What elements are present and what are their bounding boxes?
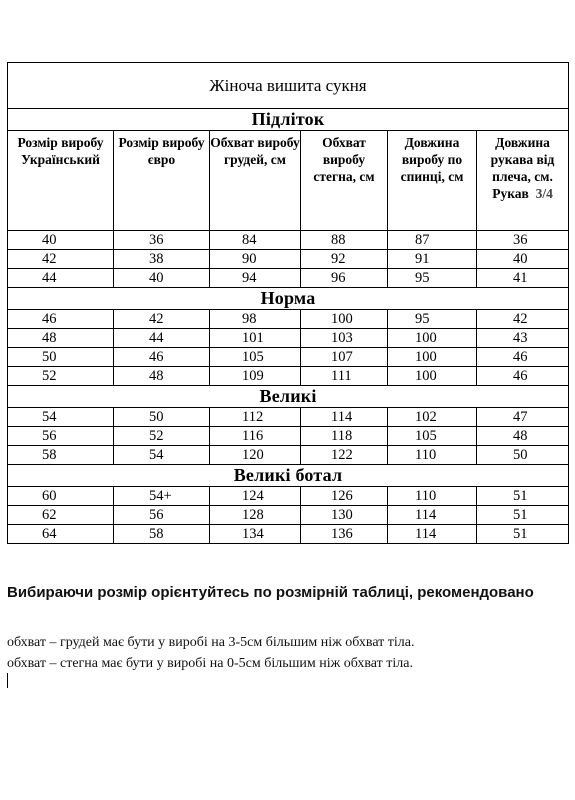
cell-hip: 96 bbox=[301, 269, 388, 288]
cell-eu-size: 48 bbox=[114, 367, 210, 386]
cell-hip: 88 bbox=[301, 231, 388, 250]
column-header-back-length bbox=[388, 131, 477, 231]
cell-ua-size: 54 bbox=[8, 408, 114, 427]
cell-ua-size: 64 bbox=[8, 525, 114, 544]
size-table-body bbox=[8, 63, 569, 544]
cell-chest: 116 bbox=[210, 427, 301, 446]
column-header-label: Обхват виробу стегна, см bbox=[313, 135, 375, 184]
cell-eu-size: 58 bbox=[114, 525, 210, 544]
cell-sleeve-length: 46 bbox=[477, 348, 569, 367]
cell-back-length: 91 bbox=[388, 250, 477, 269]
cell-eu-size: 46 bbox=[114, 348, 210, 367]
cell-ua-size: 48 bbox=[8, 329, 114, 348]
cell-sleeve-length: 46 bbox=[477, 367, 569, 386]
cell-eu-size: 40 bbox=[114, 269, 210, 288]
cell-hip: 126 bbox=[301, 487, 388, 506]
cell-back-length: 114 bbox=[388, 525, 477, 544]
cell-hip: 92 bbox=[301, 250, 388, 269]
column-header-eu-size bbox=[114, 131, 210, 231]
cell-ua-size: 42 bbox=[8, 250, 114, 269]
cell-sleeve-length: 51 bbox=[477, 525, 569, 544]
cell-chest: 90 bbox=[210, 250, 301, 269]
cell-back-length: 100 bbox=[388, 367, 477, 386]
table-row bbox=[8, 525, 569, 544]
cell-ua-size: 40 bbox=[8, 231, 114, 250]
column-header-row bbox=[8, 131, 569, 231]
column-header-hip bbox=[301, 131, 388, 231]
cell-ua-size: 44 bbox=[8, 269, 114, 288]
cell-sleeve-length: 51 bbox=[477, 487, 569, 506]
column-header-label: Обхват виробу грудей, см bbox=[210, 135, 300, 167]
cell-eu-size: 44 bbox=[114, 329, 210, 348]
table-row bbox=[8, 487, 569, 506]
cell-ua-size: 46 bbox=[8, 310, 114, 329]
size-table bbox=[7, 62, 569, 544]
cell-chest: 120 bbox=[210, 446, 301, 465]
cell-back-length: 110 bbox=[388, 487, 477, 506]
cell-back-length: 100 bbox=[388, 329, 477, 348]
cell-ua-size: 52 bbox=[8, 367, 114, 386]
table-row bbox=[8, 310, 569, 329]
section-title: Великі ботал bbox=[8, 465, 569, 487]
section-title: Підліток bbox=[8, 109, 569, 131]
cell-ua-size: 60 bbox=[8, 487, 114, 506]
cell-ua-size: 62 bbox=[8, 506, 114, 525]
column-header-label: Довжина виробу по спинці, см bbox=[400, 135, 464, 184]
cell-chest: 101 bbox=[210, 329, 301, 348]
section-row bbox=[8, 109, 569, 131]
table-row bbox=[8, 427, 569, 446]
table-row bbox=[8, 231, 569, 250]
table-title-row bbox=[8, 63, 569, 109]
cell-eu-size: 52 bbox=[114, 427, 210, 446]
cell-eu-size: 54+ bbox=[114, 487, 210, 506]
cell-back-length: 102 bbox=[388, 408, 477, 427]
column-header-label: Довжина рукава від плеча, см. Рукав bbox=[490, 135, 555, 201]
cell-eu-size: 38 bbox=[114, 250, 210, 269]
table-row bbox=[8, 250, 569, 269]
cell-ua-size: 58 bbox=[8, 446, 114, 465]
cell-hip: 136 bbox=[301, 525, 388, 544]
column-header-ua-size bbox=[8, 131, 114, 231]
section-title: Великі bbox=[8, 386, 569, 408]
cell-chest: 84 bbox=[210, 231, 301, 250]
cell-chest: 124 bbox=[210, 487, 301, 506]
notes-heading: Вибираючи розмір орієнтуйтесь по розмірній таблиці, рекомендовано bbox=[7, 584, 534, 601]
cell-sleeve-length: 50 bbox=[477, 446, 569, 465]
section-row bbox=[8, 288, 569, 310]
cell-eu-size: 50 bbox=[114, 408, 210, 427]
cell-back-length: 110 bbox=[388, 446, 477, 465]
cell-hip: 107 bbox=[301, 348, 388, 367]
column-header-label: Розмір виробу євро bbox=[118, 135, 205, 167]
column-header-chest bbox=[210, 131, 301, 231]
cell-sleeve-length: 36 bbox=[477, 231, 569, 250]
cell-ua-size: 56 bbox=[8, 427, 114, 446]
cell-hip: 111 bbox=[301, 367, 388, 386]
cell-eu-size: 54 bbox=[114, 446, 210, 465]
cell-sleeve-length: 41 bbox=[477, 269, 569, 288]
table-row bbox=[8, 329, 569, 348]
table-row bbox=[8, 446, 569, 465]
table-row bbox=[8, 348, 569, 367]
cell-sleeve-length: 51 bbox=[477, 506, 569, 525]
cell-ua-size: 50 bbox=[8, 348, 114, 367]
cell-chest: 112 bbox=[210, 408, 301, 427]
cell-chest: 98 bbox=[210, 310, 301, 329]
cell-eu-size: 42 bbox=[114, 310, 210, 329]
cell-eu-size: 56 bbox=[114, 506, 210, 525]
table-row bbox=[8, 408, 569, 427]
cell-back-length: 95 bbox=[388, 310, 477, 329]
text-cursor[interactable] bbox=[7, 673, 8, 688]
cell-chest: 134 bbox=[210, 525, 301, 544]
section-title: Норма bbox=[8, 288, 569, 310]
cell-chest: 105 bbox=[210, 348, 301, 367]
cell-back-length: 87 bbox=[388, 231, 477, 250]
column-header-label: Розмір виробу Український bbox=[17, 135, 104, 167]
note-line-chest: обхват – грудей має бути у виробі на 3-5см більшим ніж обхват тіла. bbox=[7, 635, 415, 650]
table-title: Жіноча вишита сукня bbox=[8, 63, 569, 109]
cell-hip: 103 bbox=[301, 329, 388, 348]
cell-back-length: 100 bbox=[388, 348, 477, 367]
cell-hip: 118 bbox=[301, 427, 388, 446]
cell-chest: 94 bbox=[210, 269, 301, 288]
cell-hip: 100 bbox=[301, 310, 388, 329]
section-row bbox=[8, 465, 569, 487]
note-line-hip: обхват – стегна має бути у виробі на 0-5см більшим ніж обхват тіла. bbox=[7, 656, 413, 671]
cell-hip: 122 bbox=[301, 446, 388, 465]
cell-chest: 109 bbox=[210, 367, 301, 386]
cell-back-length: 105 bbox=[388, 427, 477, 446]
cell-chest: 128 bbox=[210, 506, 301, 525]
section-row bbox=[8, 386, 569, 408]
sleeve-fraction: 3/4 bbox=[535, 186, 553, 201]
column-header-sleeve-length bbox=[477, 131, 569, 231]
table-row bbox=[8, 506, 569, 525]
cell-sleeve-length: 40 bbox=[477, 250, 569, 269]
cell-back-length: 95 bbox=[388, 269, 477, 288]
cell-sleeve-length: 42 bbox=[477, 310, 569, 329]
cell-sleeve-length: 43 bbox=[477, 329, 569, 348]
cell-back-length: 114 bbox=[388, 506, 477, 525]
cell-sleeve-length: 48 bbox=[477, 427, 569, 446]
table-row bbox=[8, 269, 569, 288]
cell-hip: 114 bbox=[301, 408, 388, 427]
cell-hip: 130 bbox=[301, 506, 388, 525]
cell-sleeve-length: 47 bbox=[477, 408, 569, 427]
table-row bbox=[8, 367, 569, 386]
cell-eu-size: 36 bbox=[114, 231, 210, 250]
